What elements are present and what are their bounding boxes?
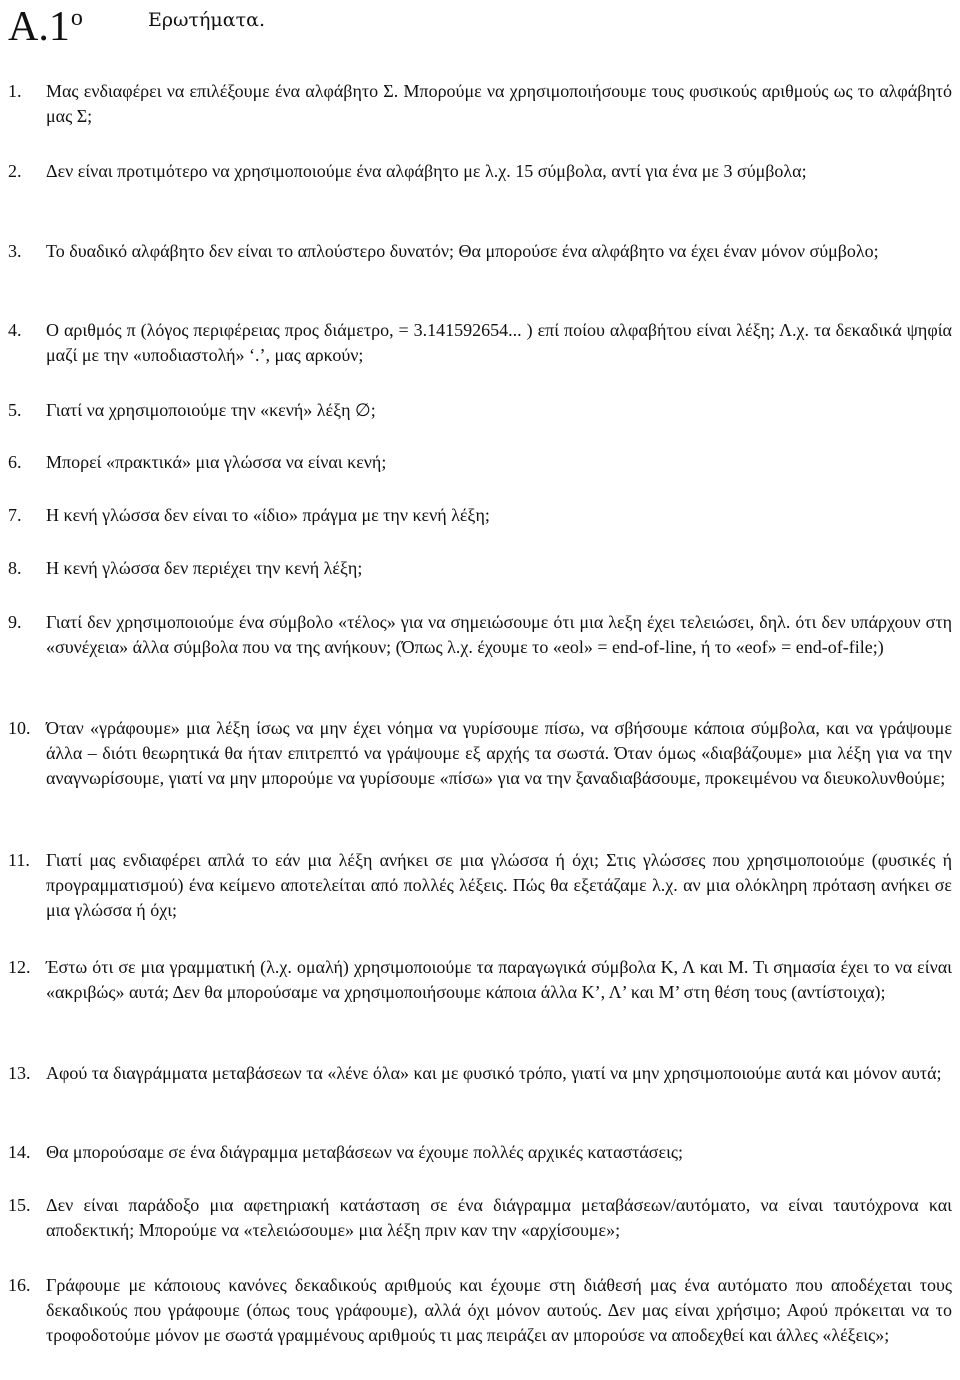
question-number: 12. <box>8 957 31 977</box>
question-item <box>8 1140 952 1165</box>
question-item <box>8 318 952 368</box>
question-item <box>8 159 952 184</box>
question-number: 2. <box>8 161 22 181</box>
question-number: 10. <box>8 718 31 738</box>
question-item <box>8 716 952 791</box>
question-number: 15. <box>8 1195 31 1215</box>
question-item <box>8 848 952 923</box>
question-text: Γιατί να χρησιμοποιούμε την «κενή» λέξη ∅; <box>46 400 376 420</box>
question-number: 8. <box>8 558 22 578</box>
question-number: 3. <box>8 241 22 261</box>
question-item <box>8 556 952 581</box>
question-text: Μας ενδιαφέρει να επιλέξουμε ένα αλφάβητο Σ. Μπορούμε να χρησιμοποιήσουμε τους φυσικούς αριθμούς ως το αλφάβητό μας Σ; <box>46 81 952 126</box>
question-text: Δεν είναι προτιμότερο να χρησιμοποιούμε ένα αλφάβητο με λ.χ. 15 σύμβολα, αντί για ένα με 3 σύμβολα; <box>46 161 807 181</box>
question-item <box>8 503 952 528</box>
question-text: Γράφουμε με κάποιους κανόνες δεκαδικούς αριθμούς και έχουμε στη διάθεσή μας ένα αυτόματο που αποδέχεται τους δεκαδικούς που γράφουμε (όπως τους γράφουμε), αλλά όχι μόνον αυτούς. Δεν μας είναι χρήσιμο; Αφού πρόκειται να το τροφοδοτούμε μόνον με σωστά γραμμένους αριθμούς τι μας πειράζει αν μπορούσε να αποδεχθεί και άλλες «λέξεις»; <box>46 1275 952 1345</box>
question-item <box>8 955 952 1005</box>
question-item <box>8 1193 952 1243</box>
question-number: 6. <box>8 452 22 472</box>
question-number: 5. <box>8 400 22 420</box>
question-text: Η κενή γλώσσα δεν είναι το «ίδιο» πράγμα με την κενή λέξη; <box>46 505 490 525</box>
section-title: Ερωτήματα. <box>148 9 265 31</box>
section-header <box>8 0 952 48</box>
question-text: Γιατί μας ενδιαφέρει απλά το εάν μια λέξη ανήκει σε μια γλώσσα ή όχι; Στις γλώσσες που χρησιμοποιούμε (φυσικές ή προγραμματισμού) ένα κείμενο αποτελείται από πολλές λέξεις. Πώς θα εξετάζαμε λ.χ. αν μια ολόκληρη πρόταση ανήκει σε μια γλώσσα ή όχι; <box>46 850 952 920</box>
question-number: 16. <box>8 1275 31 1295</box>
question-number: 7. <box>8 505 22 525</box>
question-text: Το δυαδικό αλφάβητο δεν είναι το απλούστερο δυνατόν; Θα μπορούσε ένα αλφάβητο να έχει έναν μόνον σύμβολο; <box>46 241 879 261</box>
question-text: Η κενή γλώσσα δεν περιέχει την κενή λέξη; <box>46 558 363 578</box>
question-item <box>8 610 952 660</box>
question-number: 14. <box>8 1142 31 1162</box>
section-superscript: ο <box>70 5 83 31</box>
question-item <box>8 1273 952 1348</box>
question-text: Έστω ότι σε μια γραμματική (λ.χ. ομαλή) χρησιμοποιούμε τα παραγωγικά σύμβολα Κ, Λ και Μ. Τι σημασία έχει το να είναι «ακριβώς» αυτά; Δεν θα μπορούσαμε να χρησιμοποιήσουμε κάποια άλλα Κ’, Λ’ και Μ’ στη θέση τους (αντίστοιχα); <box>46 957 952 1002</box>
question-text: Όταν «γράφουμε» μια λέξη ίσως να μην έχει νόημα να γυρίσουμε πίσω, να σβήσουμε κάποια σύμβολα, και να γράψουμε άλλα – διότι θεωρητικά θα ήταν επιτρεπτό να γράψουμε εξ αρχής τα σωστά. Όταν όμως «διαβάζουμε» μια λέξη για να την αναγνωρίσουμε, γιατί να μην μπορούμε να γυρίσουμε «πίσω» για να την ξαναδιαβάσουμε, προκειμένου να διευκολυνθούμε; <box>46 718 952 788</box>
question-item <box>8 239 952 264</box>
question-text: Δεν είναι παράδοξο μια αφετηριακή κατάσταση σε ένα διάγραμμα μεταβάσεων/αυτόματο, να είναι ταυτόχρονα και αποδεκτική; Μπορούμε να «τελειώσουμε» μια λέξη πριν καν την «αρχίσουμε»; <box>46 1195 952 1240</box>
question-item <box>8 398 952 423</box>
question-text: Μπορεί «πρακτικά» μια γλώσσα να είναι κενή; <box>46 452 387 472</box>
question-text: Ο αριθμός π (λόγος περιφέρειας προς διάμετρο, = 3.141592654... ) επί ποίου αλφαβήτου είναι λέξη; Λ.χ. τα δεκαδικά ψηφία μαζί με την «υποδιαστολή» ‘.’, μας αρκούν; <box>46 320 952 365</box>
question-number: 11. <box>8 850 30 870</box>
question-text: Θα μπορούσαμε σε ένα διάγραμμα μεταβάσεων να έχουμε πολλές αρχικές καταστάσεις; <box>46 1142 684 1162</box>
question-number: 4. <box>8 320 22 340</box>
question-item <box>8 450 952 475</box>
section-number <box>8 0 83 51</box>
question-item <box>8 79 952 129</box>
question-text: Αφού τα διαγράμματα μεταβάσεων τα «λένε όλα» και με φυσικό τρόπο, γιατί να μην χρησιμοποιούμε αυτά και μόνον αυτά; <box>46 1063 942 1083</box>
question-item <box>8 1061 952 1086</box>
question-number: 13. <box>8 1063 31 1083</box>
section-label: A.1 <box>8 4 70 50</box>
question-number: 9. <box>8 612 22 632</box>
question-text: Γιατί δεν χρησιμοποιούμε ένα σύμβολο «τέλος» για να σημειώσουμε ότι μια λεξη έχει τελειώσει, δηλ. ότι δεν υπάρχουν στη «συνέχεια» άλλα σύμβολα που να της ανήκουν; (Όπως λ.χ. έχουμε το «eol» = end-of-line, ή το «eof» = end-of-file;) <box>46 612 952 657</box>
question-number: 1. <box>8 81 22 101</box>
